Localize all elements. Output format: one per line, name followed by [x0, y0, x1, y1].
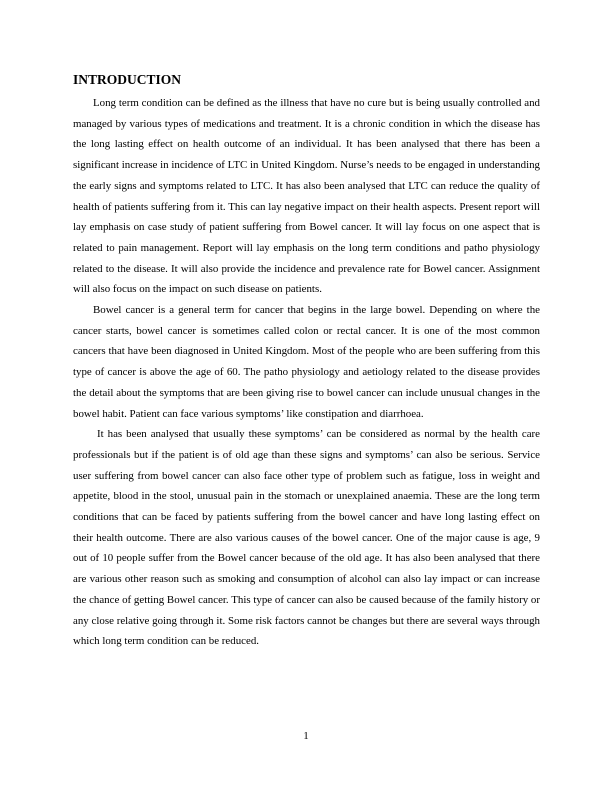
paragraph-2: Bowel cancer is a general term for cancer that begins in the large bowel. Depending on where the cancer starts, bowel cancer is sometimes called colon or rectal cancer. It is one of the most common cancers that have been diagnosed in United Kingdom. Most of the people who are been suffering from this type of cancer is above the age of 60. The patho physiology and aetiology related to the disease provides the detail about the symptoms that are been giving rise to bowel cancer can include unusual changes in the bowel habit. Patient can face various symptoms’ like constipation and diarrhoea.	[73, 304, 540, 420]
paragraph-3: It has been analysed that usually these symptoms’ can be considered as normal by the health care professionals but if the patient is of old age than these signs and symptoms’ can also be serious. Service user suffering from bowel cancer can also face other type of problem such as fatigue, loss in weight and appetite, blood in the stool, unusual pain in the stomach or unexplained anaemia. These are the long term conditions that can be faced by patients suffering from the bowel cancer and have long lasting effect on their health outcome. There are also various causes of the bowel cancer. One of the major cause is age, 9 out of 10 people suffer from the Bowel cancer because of the old age. It has also been analysed that there are various other reason such as smoking and consumption of alcohol can also lay impact or can increase the chance of getting Bowel cancer. This type of cancer can also be caused because of the family history or any close relative going through it. Some risk factors cannot be changes but there are several ways through which long term condition can be reduced.	[73, 428, 540, 648]
page-content	[73, 71, 540, 652]
paragraph-1: Long term condition can be defined as the illness that have no cure but is being usually controlled and managed by various types of medications and treatment. It is a chronic condition in which the disease has the long lasting effect on health outcome of an individual. It has been analysed that there has been a significant increase in incidence of LTC in United Kingdom. Nurse’s needs to be engaged in understanding the early signs and symptoms related to LTC. It has also been analysed that LTC can reduce the quality of health of patients suffering from it. This can lay negative impact on their health aspects. Present report will lay emphasis on case study of patient suffering from Bowel cancer. It will lay focus on one aspect that is related to pain management. Report will lay emphasis on the long term conditions and patho physiology related to the disease. It will also provide the incidence and prevalence rate for Bowel cancer. Assignment will also focus on the impact on such disease on patients.	[73, 97, 540, 296]
section-heading: INTRODUCTION	[73, 72, 182, 87]
page-number: 1	[303, 730, 309, 742]
